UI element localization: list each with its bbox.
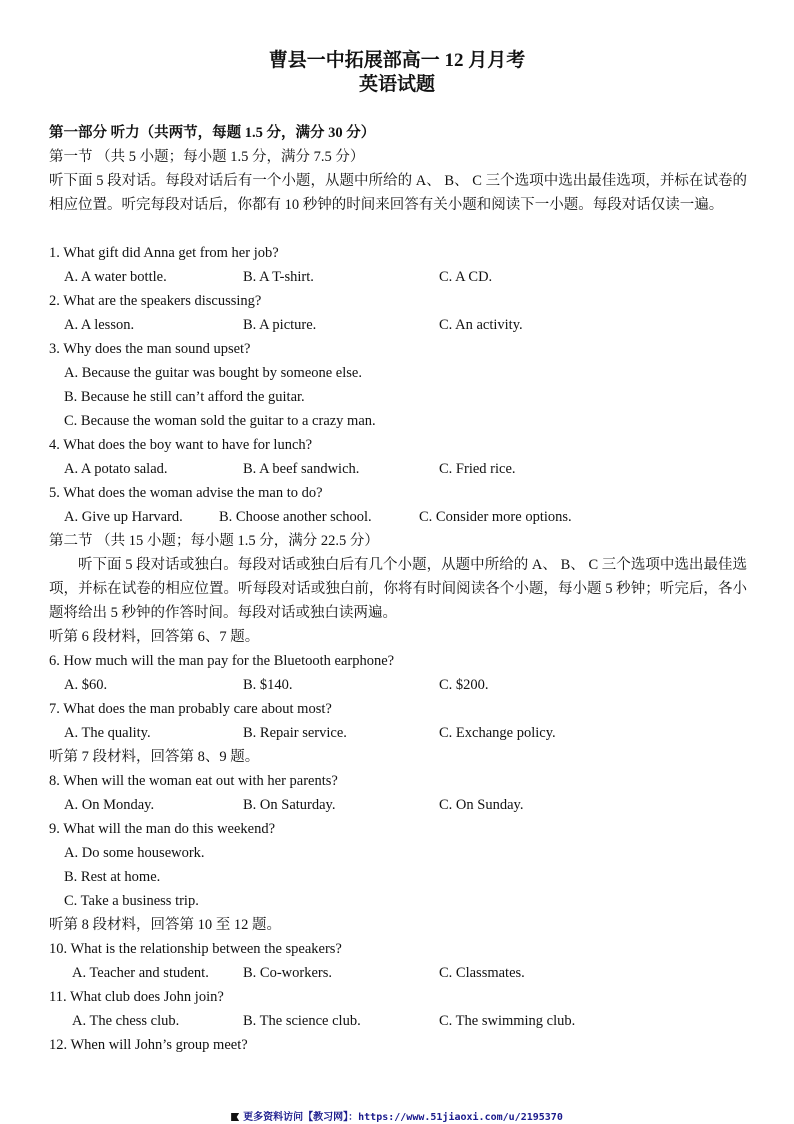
part1-heading: 第一部分 听力（共两节，每题 1.5 分，满分 30 分）	[49, 125, 376, 141]
q3-option-a: A. Because the guitar was bought by someone else.	[64, 365, 362, 381]
q6-option-a: A. $60.	[64, 677, 108, 693]
q11-option-a: A. The chess club.	[72, 1013, 180, 1029]
section2-instructions: 听下面 5 段对话或独白。每段对话或独白后有几个小题，从题中所给的 A、 B、 C 三个选项中选出最佳选项，并标在试卷的相应位置。听每段对话或独白前，你将有时间阅读各个小题，每小题 5 秒钟；听完后，各小题将给出 5 秒钟的作答时间。每段对话或独白读两遍。	[49, 557, 747, 621]
q11-option-c: C. The swimming club.	[439, 1013, 576, 1029]
question-4: 4. What does the boy want to have for lunch?	[49, 437, 313, 453]
q5-option-a: A. Give up Harvard.	[64, 509, 183, 525]
q10-option-b: B. Co-workers.	[243, 965, 333, 981]
q1-option-c: C. A CD.	[439, 269, 493, 285]
question-2: 2. What are the speakers discussing?	[49, 293, 262, 309]
section1-heading: 第一节 （共 5 小题；每小题 1.5 分，满分 7.5 分）	[49, 149, 365, 165]
q6-option-c: C. $200.	[439, 677, 489, 693]
question-6: 6. How much will the man pay for the Bluetooth earphone?	[49, 653, 395, 669]
question-7: 7. What does the man probably care about most?	[49, 701, 332, 717]
q4-option-b: B. A beef sandwich.	[243, 461, 360, 477]
material-7-heading: 听第 7 段材料，回答第 8、9 题。	[49, 749, 260, 765]
question-12: 12. When will John’s group meet?	[49, 1037, 248, 1053]
question-11: 11. What club does John join?	[49, 989, 224, 1005]
q5-option-b: B. Choose another school.	[219, 509, 372, 525]
q6-option-b: B. $140.	[243, 677, 293, 693]
q4-option-c: C. Fried rice.	[439, 461, 516, 477]
q1-option-b: B. A T-shirt.	[243, 269, 314, 285]
footer-link[interactable]: 更多资料访问【教习网】：https://www.51jiaoxi.com/u/2195370	[243, 1112, 563, 1123]
q9-option-c: C. Take a business trip.	[64, 893, 199, 909]
q8-option-a: A. On Monday.	[64, 797, 155, 813]
q11-option-b: B. The science club.	[243, 1013, 361, 1029]
q2-option-c: C. An activity.	[439, 317, 523, 333]
q3-option-c: C. Because the woman sold the guitar to a crazy man.	[64, 413, 376, 429]
q10-option-a: A. Teacher and student.	[72, 965, 209, 981]
q1-option-a: A. A water bottle.	[64, 269, 167, 285]
section2-heading: 第二节 （共 15 小题；每小题 1.5 分，满分 22.5 分）	[49, 533, 379, 549]
q7-option-b: B. Repair service.	[243, 725, 347, 741]
q9-option-a: A. Do some housework.	[64, 845, 205, 861]
q8-option-c: C. On Sunday.	[439, 797, 524, 813]
material-6-heading: 听第 6 段材料，回答第 6、7 题。	[49, 629, 260, 645]
q7-option-a: A. The quality.	[64, 725, 151, 741]
question-1: 1. What gift did Anna get from her job?	[49, 245, 279, 261]
q10-option-c: C. Classmates.	[439, 965, 525, 981]
exam-subtitle: 英语试题	[358, 74, 435, 95]
q9-option-b: B. Rest at home.	[64, 869, 161, 885]
question-9: 9. What will the man do this weekend?	[49, 821, 276, 837]
q2-option-b: B. A picture.	[243, 317, 317, 333]
section1-instructions: 听下面 5 段对话。每段对话后有一个小题，从题中所给的 A、 B、 C 三个选项中选出最佳选项，并标在试卷的相应位置。听完每段对话后，你都有 10 秒钟的时间来回答有关小题和阅读下一小题。每段对话仅读一遍。	[49, 173, 747, 213]
question-3: 3. Why does the man sound upset?	[49, 341, 251, 357]
q2-option-a: A. A lesson.	[64, 317, 135, 333]
q7-option-c: C. Exchange policy.	[439, 725, 556, 741]
question-5: 5. What does the woman advise the man to do?	[49, 485, 323, 501]
q3-option-b: B. Because he still can’t afford the guitar.	[64, 389, 305, 405]
material-8-heading: 听第 8 段材料，回答第 10 至 12 题。	[49, 917, 281, 933]
question-8: 8. When will the woman eat out with her parents?	[49, 773, 338, 789]
question-10: 10. What is the relationship between the speakers?	[49, 941, 342, 957]
flag-icon	[231, 1113, 239, 1121]
q5-option-c: C. Consider more options.	[419, 509, 572, 525]
q4-option-a: A. A potato salad.	[64, 461, 168, 477]
exam-title: 曹县一中拓展部高一 12 月月考	[268, 50, 526, 71]
q8-option-b: B. On Saturday.	[243, 797, 336, 813]
footer	[0, 1108, 794, 1123]
